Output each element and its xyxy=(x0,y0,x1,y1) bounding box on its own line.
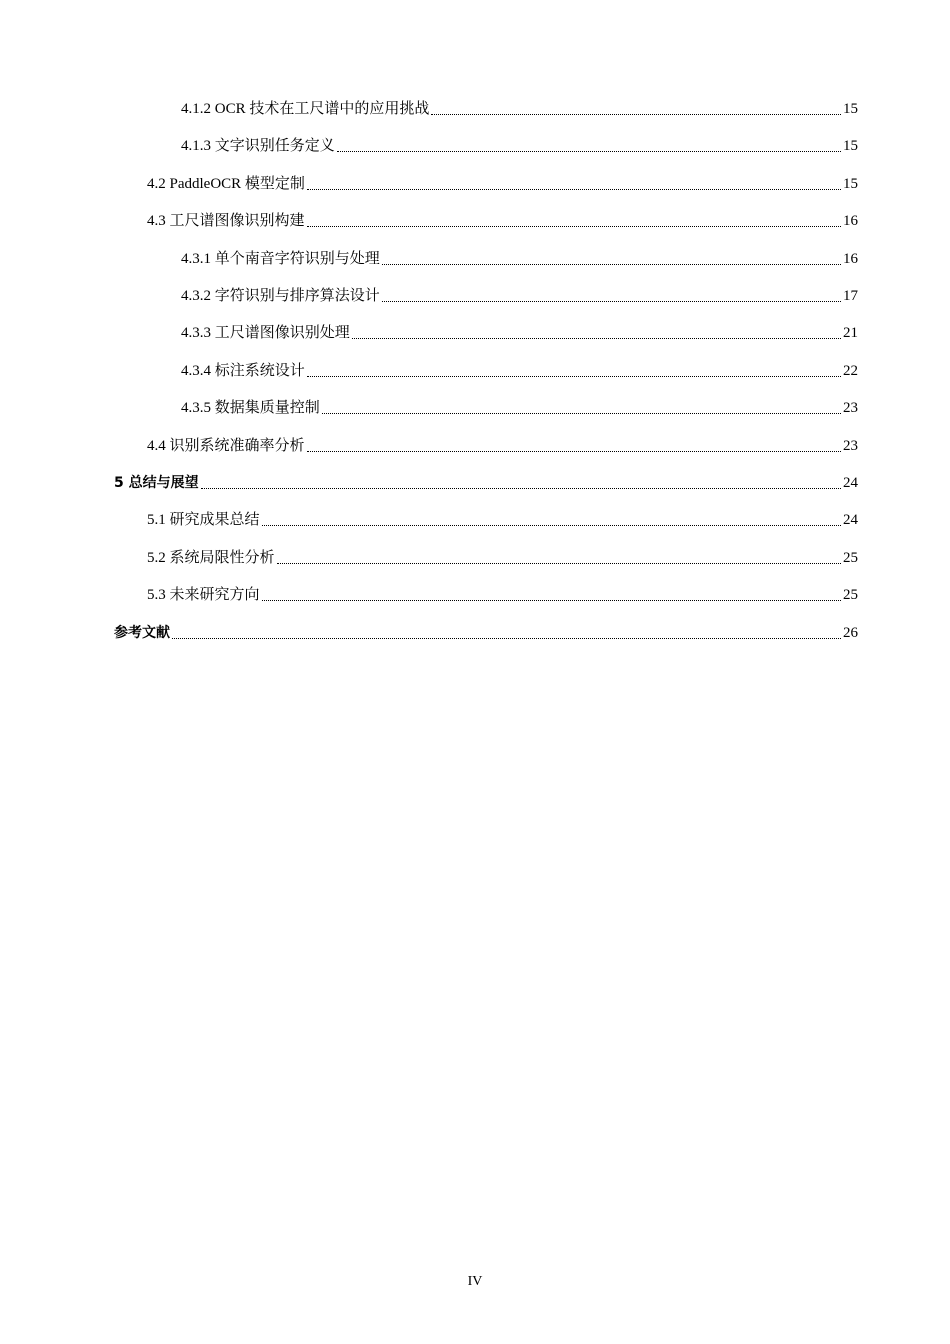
toc-entry[interactable] xyxy=(181,248,858,270)
toc-entry-title: 4.3.4 标注系统设计 xyxy=(181,362,305,379)
toc-entry-page-number: 21 xyxy=(843,325,858,342)
toc-entry[interactable] xyxy=(147,173,858,195)
toc-entry[interactable] xyxy=(147,435,858,457)
toc-entry-title: 4.4 识别系统准确率分析 xyxy=(147,437,305,454)
toc-entry-page-number: 15 xyxy=(843,138,858,155)
toc-entry-title: 4.3.5 数据集质量控制 xyxy=(181,400,320,417)
toc-entry[interactable] xyxy=(181,98,858,120)
toc-entry[interactable] xyxy=(114,472,858,494)
toc-entry[interactable] xyxy=(147,547,858,569)
toc-entry-page-number: 24 xyxy=(843,475,858,491)
toc-dot-leader xyxy=(307,450,841,452)
toc-entry-page-number: 15 xyxy=(843,101,858,117)
toc-entry[interactable] xyxy=(181,322,858,344)
toc-entry[interactable] xyxy=(114,622,858,644)
toc-entry[interactable] xyxy=(181,135,858,157)
toc-entry-page-number: 17 xyxy=(843,288,858,304)
toc-dot-leader xyxy=(352,337,841,339)
toc-entry[interactable] xyxy=(181,285,858,307)
toc-dot-leader xyxy=(337,150,841,152)
toc-dot-leader xyxy=(262,524,841,526)
toc-entry-page-number: 24 xyxy=(843,512,858,529)
toc-dot-leader xyxy=(322,412,841,414)
toc-dot-leader xyxy=(277,562,841,564)
toc-dot-leader xyxy=(307,188,841,190)
toc-entry-title: 4.3 工尺谱图像识别构建 xyxy=(147,213,305,230)
toc-entry-page-number: 25 xyxy=(843,587,858,604)
toc-dot-leader xyxy=(431,113,841,115)
toc-entry-page-number: 25 xyxy=(843,549,858,566)
toc-dot-leader xyxy=(307,225,841,227)
toc-entry-title: 5 总结与展望 xyxy=(114,475,199,491)
toc-entry[interactable] xyxy=(181,397,858,419)
toc-entry-title: 5.3 未来研究方向 xyxy=(147,587,260,604)
toc-entry-title: 4.1.2 OCR 技术在工尺谱中的应用挑战 xyxy=(181,101,430,117)
toc-entry-page-number: 15 xyxy=(843,175,858,192)
toc-entry-title: 参考文献 xyxy=(114,624,170,641)
toc-entry-title: 4.3.3 工尺谱图像识别处理 xyxy=(181,325,350,342)
toc-entry-title: 4.2 PaddleOCR 模型定制 xyxy=(147,175,305,192)
toc-entry-page-number: 22 xyxy=(843,362,858,379)
page-number-footer: IV xyxy=(467,1274,483,1289)
toc-entry-page-number: 26 xyxy=(843,624,858,641)
toc-dot-leader xyxy=(262,599,841,601)
toc-entry-page-number: 23 xyxy=(843,400,858,417)
toc-entry-title: 5.1 研究成果总结 xyxy=(147,512,260,529)
table-of-contents xyxy=(0,0,950,660)
toc-entry-title: 4.3.1 单个南音字符识别与处理 xyxy=(181,250,380,267)
toc-entry-title: 5.2 系统局限性分析 xyxy=(147,549,275,566)
toc-dot-leader xyxy=(307,375,841,377)
toc-entry-page-number: 16 xyxy=(843,213,858,230)
toc-dot-leader xyxy=(172,637,841,639)
toc-dot-leader xyxy=(382,300,841,302)
toc-entry[interactable] xyxy=(147,509,858,531)
toc-entry[interactable] xyxy=(181,360,858,382)
toc-entry-page-number: 23 xyxy=(843,437,858,454)
toc-entry-page-number: 16 xyxy=(843,250,858,267)
toc-entry-title: 4.3.2 字符识别与排序算法设计 xyxy=(181,288,380,304)
toc-entry[interactable] xyxy=(147,210,858,232)
toc-entry[interactable] xyxy=(147,584,858,606)
toc-dot-leader xyxy=(201,487,841,489)
toc-dot-leader xyxy=(382,263,841,265)
toc-entry-title: 4.1.3 文字识别任务定义 xyxy=(181,138,335,155)
